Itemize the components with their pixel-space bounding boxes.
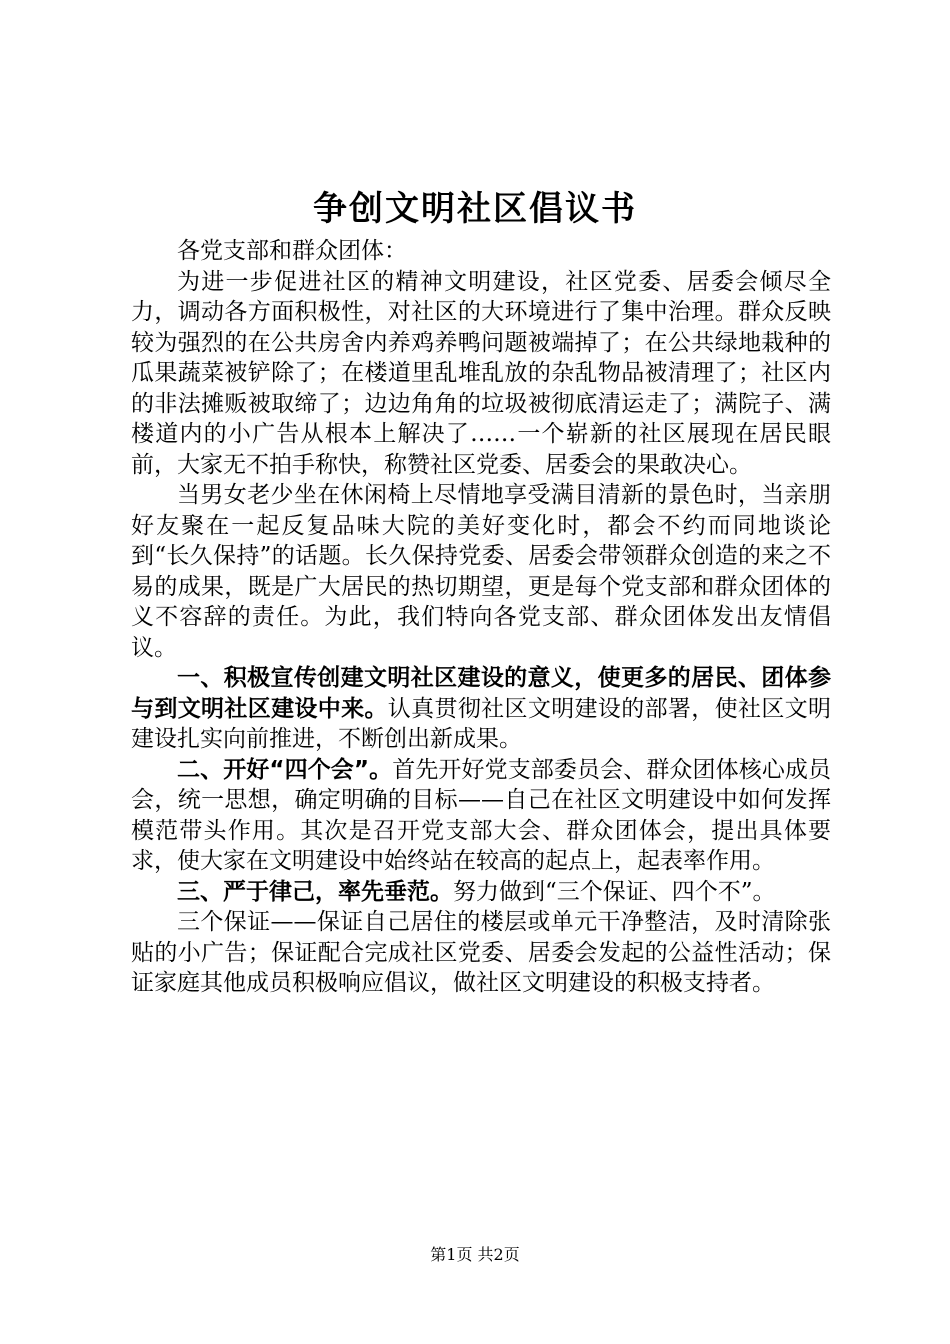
paragraph-point-one — [131, 663, 831, 755]
paragraph-context — [131, 480, 831, 663]
paragraph-text: 努力做到“三个保证、四个不”。 — [453, 878, 776, 905]
document-body — [131, 236, 831, 999]
paragraph-lead: 三、严于律己，率先垂范。 — [177, 878, 453, 905]
salutation: 各党支部和群众团体： — [177, 238, 407, 264]
paragraph-text: 为进一步促进社区的精神文明建设，社区党委、居委会倾尽全力，调动各方面积极性，对社区的大环境进行了集中治理。群众反映较为强烈的在公共房舍内养鸡养鸭问题被端掉了；在公共绿地栽种的瓜果蔬菜被铲除了；在楼道里乱堆乱放的杂乱物品被清理了；社区内的非法摊贩被取缔了；边边角角的垃圾被彻底清运走了；满院子、满楼道内的小广告从根本上解决了……一个崭新的社区展现在居民眼前，大家无不拍手称快，称赞社区党委、居委会的果敢决心。 — [131, 268, 831, 478]
paragraph-point-two — [131, 755, 831, 877]
paragraph-text: 认真贯彻社区文明建设的部署，使社区文明建设扎实向前推进，不断创出新成果。 — [131, 695, 832, 752]
paragraph-point-three — [131, 877, 831, 908]
document-title: 争创文明社区倡议书 — [313, 189, 637, 229]
paragraph-text: 首先开好党支部委员会、群众团体核心成员会，统一思想，确定明确的目标——自己在社区文明建设中如何发挥模范带头作用。其次是召开党支部大会、群众团体会，提出具体要求，使大家在文明建设中始终站在较高的起点上，起表率作用。 — [131, 756, 832, 874]
paragraph-text: 三个保证——保证自己居住的楼层或单元干净整洁，及时清除张贴的小广告；保证配合完成社区党委、居委会发起的公益性活动；保证家庭其他成员积极响应倡议，做社区文明建设的积极支持者。 — [131, 909, 831, 996]
paragraph-lead: 二、开好“四个会”。 — [177, 756, 393, 783]
page-number: 第1页 共2页 — [430, 1245, 520, 1264]
paragraph-three-guarantees — [131, 907, 831, 999]
paragraph-intro — [131, 267, 831, 481]
paragraph-text: 当男女老少坐在休闲椅上尽情地享受满目清新的景色时，当亲朋好友聚在一起反复品味大院的美好变化时，都会不约而同地谈论到“长久保持”的话题。长久保持党委、居委会带领群众创造的来之不易的成果，既是广大居民的热切期望，更是每个党支部和群众团体的义不容辞的责任。为此，我们特向各党支部、群众团体发出友情倡议。 — [131, 482, 831, 661]
paragraph-lead: 一、积极宣传创建文明社区建设的意义，使更多的居民、团体参与到文明社区建设中来。 — [131, 665, 831, 722]
